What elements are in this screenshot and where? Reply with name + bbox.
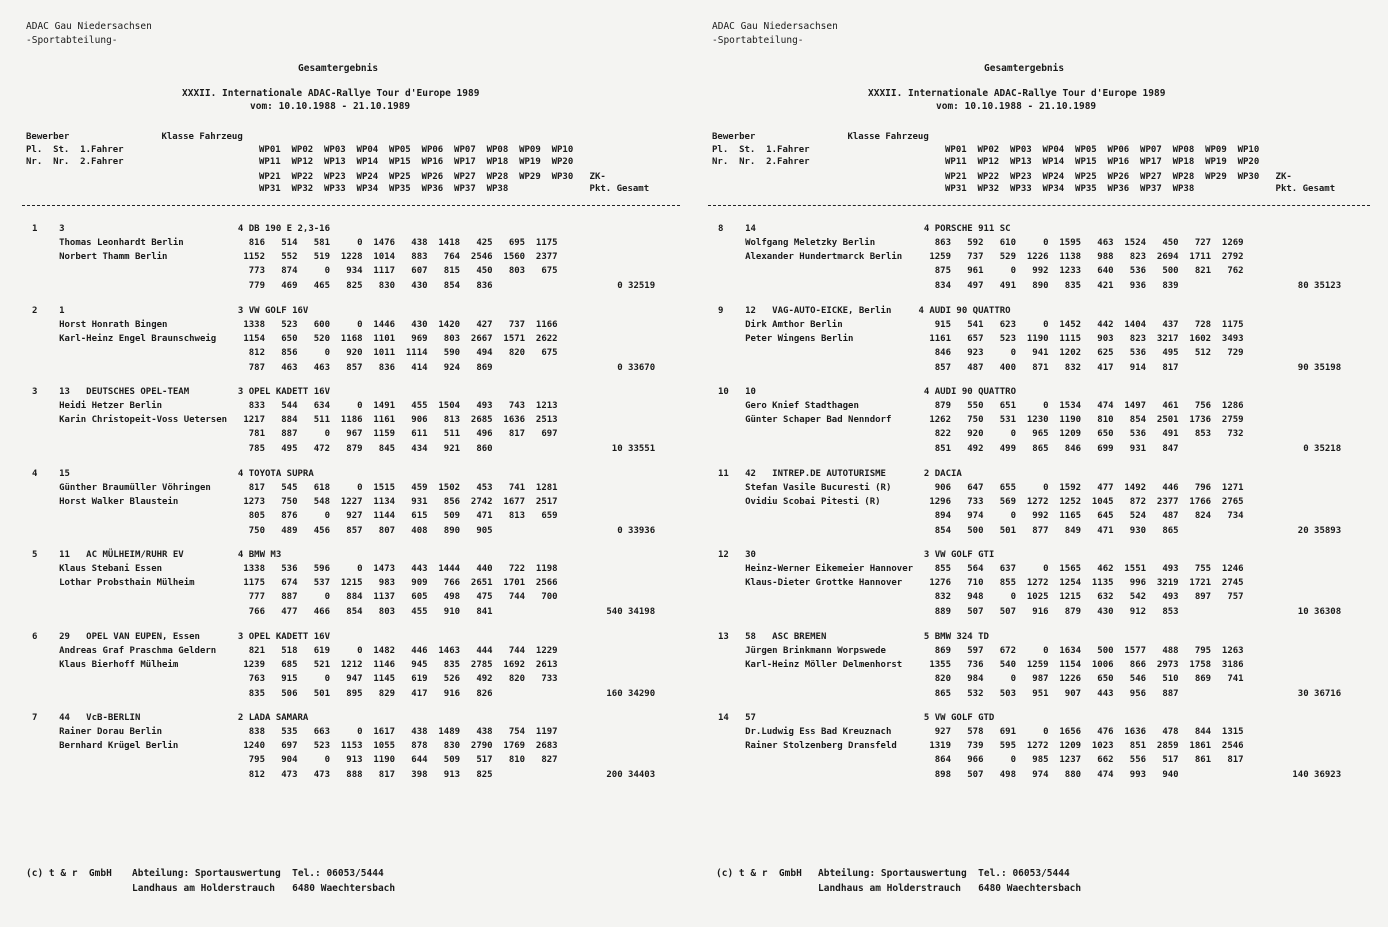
entry-row-driver-1: Klaus Stebani Essen 1338 536 596 0 1473 443 1444 440 722 1198 <box>32 564 558 574</box>
header-line-3: Nr. Nr. 2.Fahrer WP11 WP12 WP13 WP14 WP15 WP16 WP17 WP18 WP19 WP20 <box>712 157 1260 167</box>
entry-header: 10 10 4 AUDI 90 QUATTRO <box>718 387 1017 397</box>
page-title: Gesamtergebnis <box>298 63 379 74</box>
footer-company: (c) t & r GmbH <box>716 868 802 879</box>
entry-row-stages-21-30: 832 948 0 1025 1215 632 542 493 897 757 <box>718 592 1244 602</box>
department: -Sportabteilung- <box>712 35 804 46</box>
entry-header: 8 14 4 PORSCHE 911 SC <box>718 224 1011 234</box>
entry-row-driver-1: Thomas Leonhardt Berlin 816 514 581 0 1476 438 1418 425 695 1175 <box>32 238 558 248</box>
entry-row-stages-21-30: 875 961 0 992 1233 640 536 500 821 762 <box>718 266 1244 276</box>
entry-row-stages-21-30: 795 904 0 913 1190 644 509 517 810 827 <box>32 755 558 765</box>
header-divider <box>22 205 680 206</box>
entry-header: 3 13 DEUTSCHES OPEL-TEAM 3 OPEL KADETT 16V <box>32 387 331 397</box>
footer-line-1: Abteilung: Sportauswertung Tel.: 06053/5444 <box>818 868 1070 879</box>
entry-row-stages-31-38-total: 851 492 499 865 846 699 931 847 0 35218 <box>718 444 1342 454</box>
entry-row-driver-2: Karin Christopeit-Voss Uetersen 1217 884 511 1186 1161 906 813 2685 1636 2513 <box>32 415 558 425</box>
entry-row-driver-1: Dirk Amthor Berlin 915 541 623 0 1452 442 1404 437 728 1175 <box>718 319 1244 330</box>
entry-row-driver-1: Wolfgang Meletzky Berlin 863 592 610 0 1595 463 1524 450 727 1269 <box>718 238 1244 248</box>
entry-header: 9 12 VAG-AUTO-EICKE, Berlin 4 AUDI 90 QUATTRO <box>718 305 1011 316</box>
entry-row-driver-1: Gero Knief Stadthagen 879 550 651 0 1534 474 1497 461 756 1286 <box>718 401 1244 411</box>
footer-company: (c) t & r GmbH <box>26 868 112 879</box>
entry-row-stages-21-30: 781 887 0 967 1159 611 511 496 817 697 <box>32 429 558 439</box>
entry-row-stages-31-38-total: 865 532 503 951 907 443 956 887 30 36716 <box>718 688 1342 699</box>
entry-row-stages-31-38-total: 854 500 501 877 849 471 930 865 20 35893 <box>718 525 1342 536</box>
entry-row-driver-1: Jürgen Brinkmann Worpswede 869 597 672 0 1634 500 1577 488 795 1263 <box>718 645 1244 656</box>
event-dates: vom: 10.10.1988 - 21.10.1989 <box>936 101 1097 112</box>
entry-header: 6 29 OPEL VAN EUPEN, Essen 3 OPEL KADETT 16V <box>32 631 331 642</box>
entry-row-stages-31-38-total: 834 497 491 890 835 421 936 839 80 35123 <box>718 281 1342 291</box>
entry-row-driver-2: Norbert Thamm Berlin 1152 552 519 1228 1014 883 764 2546 1560 2377 <box>32 252 558 262</box>
entry-row-stages-21-30: 894 974 0 992 1165 645 524 487 824 734 <box>718 510 1244 521</box>
header-divider <box>708 205 1370 206</box>
entry-row-stages-31-38-total: 779 469 465 825 830 430 854 836 0 32519 <box>32 281 656 291</box>
entry-row-driver-1: Rainer Dorau Berlin 838 535 663 0 1617 438 1489 438 754 1197 <box>32 727 558 737</box>
entry-header: 2 1 3 VW GOLF 16V <box>32 305 309 316</box>
entry-row-stages-21-30: 822 920 0 965 1209 650 536 491 853 732 <box>718 429 1244 439</box>
header-line-1: Bewerber Klasse Fahrzeug <box>26 132 243 142</box>
entry-row-driver-2: Alexander Hundertmarck Berlin 1259 737 529 1226 1138 988 823 2694 1711 2792 <box>718 252 1244 262</box>
entry-row-stages-21-30: 846 923 0 941 1202 625 536 495 512 729 <box>718 347 1244 358</box>
entry-row-driver-2: Rainer Stolzenberg Dransfeld 1319 739 595 1272 1209 1023 851 2859 1861 2546 <box>718 741 1244 751</box>
entry-row-driver-2: Horst Walker Blaustein 1273 750 548 1227 1134 931 856 2742 1677 2517 <box>32 496 558 507</box>
entry-row-stages-21-30: 777 887 0 884 1137 605 498 475 744 700 <box>32 592 558 602</box>
entry-row-stages-21-30: 773 874 0 934 1117 607 815 450 803 675 <box>32 266 558 276</box>
entry-row-stages-21-30: 805 876 0 927 1144 615 509 471 813 659 <box>32 510 558 521</box>
header-line-5: WP31 WP32 WP33 WP34 WP35 WP36 WP37 WP38 Pkt. Gesamt <box>712 184 1336 194</box>
header-line-2: Pl. St. 1.Fahrer WP01 WP02 WP03 WP04 WP05 WP06 WP07 WP08 WP09 WP10 <box>26 145 574 155</box>
header-line-4: WP21 WP22 WP23 WP24 WP25 WP26 WP27 WP28 WP29 WP30 ZK- <box>26 172 606 182</box>
entry-row-stages-31-38-total: 750 489 456 857 807 408 890 905 0 33936 <box>32 525 656 536</box>
entry-header: 14 57 5 VW GOLF GTD <box>718 713 995 723</box>
header-line-1: Bewerber Klasse Fahrzeug <box>712 132 929 142</box>
entry-row-stages-21-30: 864 966 0 985 1237 662 556 517 861 817 <box>718 755 1244 765</box>
entry-row-driver-1: Stefan Vasile Bucuresti (R) 906 647 655 0 1592 477 1492 446 796 1271 <box>718 482 1244 493</box>
entry-row-driver-1: Andreas Graf Praschma Geldern 821 518 619 0 1482 446 1463 444 744 1229 <box>32 645 558 656</box>
entry-row-driver-2: Karl-Heinz Engel Braunschweig 1154 650 520 1168 1101 969 803 2667 1571 2622 <box>32 333 558 344</box>
entry-row-driver-1: Heinz-Werner Eikemeier Hannover 855 564 637 0 1565 462 1551 493 755 1246 <box>718 564 1244 574</box>
entry-row-stages-31-38-total: 857 487 400 871 832 417 914 817 90 35198 <box>718 362 1342 373</box>
header-line-3: Nr. Nr. 2.Fahrer WP11 WP12 WP13 WP14 WP15 WP16 WP17 WP18 WP19 WP20 <box>26 157 574 167</box>
event-title: XXXII. Internationale ADAC-Rallye Tour d'Europe 1989 <box>868 88 1166 99</box>
org-name: ADAC Gau Niedersachsen <box>26 21 152 32</box>
event-title: XXXII. Internationale ADAC-Rallye Tour d'Europe 1989 <box>182 88 480 99</box>
entry-header: 11 42 INTREP.DE AUTOTURISME 2 DACIA <box>718 468 962 479</box>
entry-row-driver-2: Günter Schaper Bad Nenndorf 1262 750 531 1230 1190 810 854 2501 1736 2759 <box>718 415 1244 425</box>
entry-header: 1 3 4 DB 190 E 2,3-16 <box>32 224 331 234</box>
entry-header: 4 15 4 TOYOTA SUPRA <box>32 468 314 479</box>
entry-row-stages-31-38-total: 766 477 466 854 803 455 910 841 540 34198 <box>32 607 656 617</box>
entry-row-stages-21-30: 763 915 0 947 1145 619 526 492 820 733 <box>32 673 558 684</box>
entry-row-driver-1: Günther Braumüller Vöhringen 817 545 618 0 1515 459 1502 453 741 1281 <box>32 482 558 493</box>
entry-row-stages-31-38-total: 835 506 501 895 829 417 916 826 160 34290 <box>32 688 656 699</box>
entry-row-stages-31-38-total: 812 473 473 888 817 398 913 825 200 34403 <box>32 770 656 780</box>
footer-line-2: Landhaus am Holderstrauch 6480 Waechtersbach <box>818 883 1082 894</box>
entry-row-driver-2: Bernhard Krügel Berlin 1240 697 523 1153 1055 878 830 2790 1769 2683 <box>32 741 558 751</box>
entry-row-stages-21-30: 820 984 0 987 1226 650 546 510 869 741 <box>718 673 1244 684</box>
entry-row-driver-2: Ovidiu Scobai Pitesti (R) 1296 733 569 1272 1252 1045 872 2377 1766 2765 <box>718 496 1244 507</box>
footer-line-2: Landhaus am Holderstrauch 6480 Waechtersbach <box>132 883 396 894</box>
entry-row-driver-2: Peter Wingens Berlin 1161 657 523 1190 1115 903 823 3217 1602 3493 <box>718 333 1244 344</box>
header-line-4: WP21 WP22 WP23 WP24 WP25 WP26 WP27 WP28 WP29 WP30 ZK- <box>712 172 1292 182</box>
entry-row-driver-2: Klaus-Dieter Grottke Hannover 1276 710 855 1272 1254 1135 996 3219 1721 2745 <box>718 578 1244 588</box>
header-line-5: WP31 WP32 WP33 WP34 WP35 WP36 WP37 WP38 Pkt. Gesamt <box>26 184 650 194</box>
entry-header: 7 44 VcB-BERLIN 2 LADA SAMARA <box>32 713 309 723</box>
event-dates: vom: 10.10.1988 - 21.10.1989 <box>250 101 411 112</box>
entry-row-stages-31-38-total: 898 507 498 974 880 474 993 940 140 36923 <box>718 770 1342 780</box>
entry-row-stages-31-38-total: 889 507 507 916 879 430 912 853 10 36308 <box>718 607 1342 617</box>
entry-row-driver-2: Karl-Heinz Möller Delmenhorst 1355 736 540 1259 1154 1006 866 2973 1758 3186 <box>718 659 1244 670</box>
entry-row-driver-1: Horst Honrath Bingen 1338 523 600 0 1446 430 1420 427 737 1166 <box>32 319 558 330</box>
entry-row-stages-31-38-total: 785 495 472 879 845 434 921 860 10 33551 <box>32 444 656 454</box>
entry-row-stages-21-30: 812 856 0 920 1011 1114 590 494 820 675 <box>32 347 558 358</box>
entry-row-driver-1: Heidi Hetzer Berlin 833 544 634 0 1491 455 1504 493 743 1213 <box>32 401 558 411</box>
entry-header: 5 11 AC MÜLHEIM/RUHR EV 4 BMW M3 <box>32 550 282 560</box>
entry-row-driver-1: Dr.Ludwig Ess Bad Kreuznach 927 578 691 0 1656 476 1636 478 844 1315 <box>718 727 1244 737</box>
results-page-right <box>694 0 1388 927</box>
page-title: Gesamtergebnis <box>984 63 1065 74</box>
org-name: ADAC Gau Niedersachsen <box>712 21 838 32</box>
entry-row-driver-2: Lothar Probsthain Mülheim 1175 674 537 1215 983 909 766 2651 1701 2566 <box>32 578 558 588</box>
entry-header: 13 58 ASC BREMEN 5 BMW 324 TD <box>718 631 989 642</box>
entry-header: 12 30 3 VW GOLF GTI <box>718 550 995 560</box>
department: -Sportabteilung- <box>26 35 118 46</box>
entry-row-stages-31-38-total: 787 463 463 857 836 414 924 869 0 33670 <box>32 362 656 373</box>
header-line-2: Pl. St. 1.Fahrer WP01 WP02 WP03 WP04 WP05 WP06 WP07 WP08 WP09 WP10 <box>712 145 1260 155</box>
footer-line-1: Abteilung: Sportauswertung Tel.: 06053/5444 <box>132 868 384 879</box>
entry-row-driver-2: Klaus Bierhoff Mülheim 1239 685 521 1212 1146 945 835 2785 1692 2613 <box>32 659 558 670</box>
